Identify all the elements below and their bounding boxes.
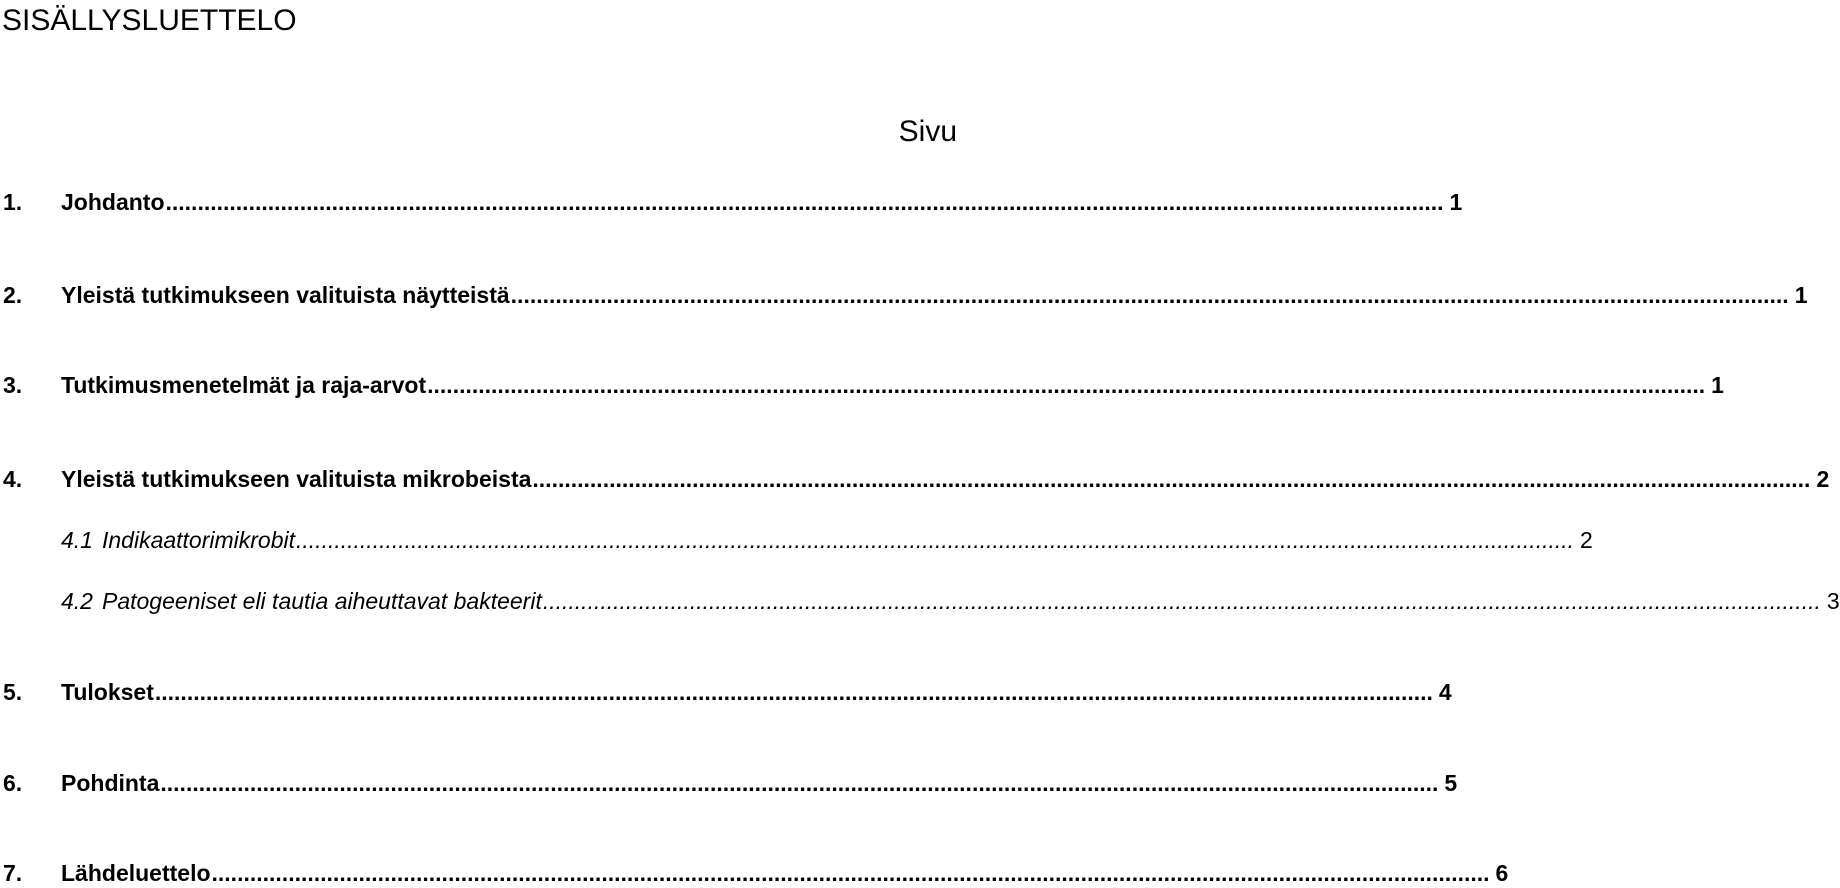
toc-entry-number: 4. — [3, 466, 23, 492]
toc-entry-4-2 — [61, 586, 1840, 616]
toc-entry-title: Yleistä tutkimukseen valituista näytteistä — [61, 282, 510, 308]
dot-leader: ........................................................................................................................................................................................................ — [427, 372, 1706, 398]
toc-entry-2 — [3, 280, 1808, 310]
toc-entry-4-1 — [61, 525, 1593, 555]
dot-leader: ........................................................................................................................................................................................................ — [160, 770, 1439, 796]
dot-leader: ........................................................................................................................................................................................................ — [542, 588, 1821, 614]
dot-leader: ........................................................................................................................................................................................................ — [165, 189, 1444, 215]
toc-entry-number: 4.2 — [61, 588, 93, 614]
dot-leader: ........................................................................................................................................................................................................ — [510, 282, 1789, 308]
toc-entry-title: Lähdeluettelo — [61, 860, 211, 886]
toc-entry-title: Johdanto — [61, 189, 165, 215]
toc-entry-page: 2 — [1816, 466, 1830, 492]
toc-entry-title: Pohdinta — [61, 770, 160, 796]
toc-entry-page: 2 — [1580, 527, 1593, 553]
dot-leader: ........................................................................................................................................................................................................ — [154, 679, 1433, 705]
toc-entry-4 — [3, 464, 1830, 494]
toc-entry-page: 4 — [1438, 679, 1452, 705]
toc-entry-page: 6 — [1495, 860, 1509, 886]
toc-entry-title: Tutkimusmenetelmät ja raja-arvot — [61, 372, 427, 398]
toc-entry-3 — [3, 370, 1724, 400]
toc-entry-page: 1 — [1449, 189, 1463, 215]
dot-leader: ........................................................................................................................................................................................................ — [532, 466, 1811, 492]
dot-leader: ........................................................................................................................................................................................................ — [296, 527, 1575, 553]
page-column-label: Sivu — [898, 115, 957, 148]
toc-entry-6 — [3, 768, 1458, 798]
toc-entry-number: 3. — [3, 372, 23, 398]
toc-entry-title: Indikaattorimikrobit — [101, 527, 296, 553]
toc-entry-5 — [3, 677, 1452, 707]
toc-entry-number: 4.1 — [61, 527, 93, 553]
toc-entry-title: Yleistä tutkimukseen valituista mikrobeista — [61, 466, 532, 492]
toc-entry-number: 5. — [3, 679, 23, 705]
page-title: SISÄLLYSLUETTELO — [2, 4, 297, 37]
toc-entry-number: 7. — [3, 860, 23, 886]
toc-entry-title: Patogeeniset eli tautia aiheuttavat bakteerit — [101, 588, 542, 614]
toc-entry-page: 1 — [1711, 372, 1724, 398]
toc-entry-page: 5 — [1444, 770, 1458, 796]
dot-leader: ........................................................................................................................................................................................................ — [211, 860, 1490, 886]
toc-entry-title: Tulokset — [61, 679, 154, 705]
toc-entry-number: 1. — [3, 189, 23, 215]
toc-entry-page: 3 — [1826, 588, 1840, 614]
toc-entry-page: 1 — [1794, 282, 1808, 308]
toc-entry-number: 2. — [3, 282, 23, 308]
toc-entry-1 — [3, 187, 1463, 217]
toc-entry-7 — [3, 858, 1509, 888]
toc-entry-number: 6. — [3, 770, 23, 796]
